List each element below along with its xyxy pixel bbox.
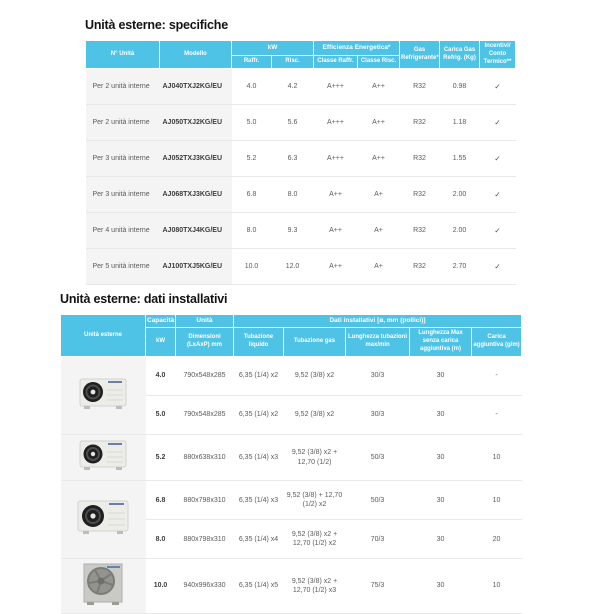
cell-classe-raffr: A++ (314, 177, 358, 213)
col-header-kw-risc: Risc. (272, 55, 314, 69)
outdoor-unit-medium-image (75, 437, 131, 475)
table-row (86, 105, 516, 141)
cell-gas: R32 (400, 249, 440, 285)
cell-kw-raffr: 6.8 (232, 177, 272, 213)
outdoor-unit-photo-cell (61, 481, 146, 559)
cell-dimensioni: 880x638x310 (176, 434, 234, 480)
outdoor-unit-photo-cell (61, 434, 146, 480)
outdoor-unit-photo-cell (61, 356, 146, 434)
outdoor-unit-photo-cell (61, 559, 146, 613)
check-icon: ✓ (480, 213, 516, 249)
cell-classe-risc: A+ (358, 249, 400, 285)
table-specifiche (85, 40, 516, 285)
carica-label-line2: Refrig. (Kg) (443, 54, 476, 61)
cell-tubazione-liquido: 6,35 (1/4) x2 (234, 395, 284, 434)
table-row (61, 434, 522, 480)
cell-carica: 1.55 (440, 141, 480, 177)
cell-kw-risc: 12.0 (272, 249, 314, 285)
table-row (61, 559, 522, 613)
cell-tubazione-liquido: 6,35 (1/4) x3 (234, 434, 284, 480)
col-header-classe-raffr: Classe Raffr. (314, 55, 358, 69)
cell-tubazione-liquido: 6,35 (1/4) x5 (234, 559, 284, 613)
cell-modello: AJ100TXJ5KG/EU (160, 249, 232, 285)
cell-carica: 2.00 (440, 213, 480, 249)
col-header-dimensioni: Dimensioni (LxAxP) mm (176, 328, 234, 356)
col-group-unita: Unità (176, 315, 234, 328)
cell-n-unita: Per 2 unità interne (86, 105, 160, 141)
cell-lunghezza-max: 30 (410, 481, 472, 520)
cell-lunghezza: 50/3 (346, 434, 410, 480)
cell-carica-aggiuntiva: - (472, 395, 522, 434)
cell-classe-raffr: A++ (314, 249, 358, 285)
col-header-classe-risc: Classe Risc. (358, 55, 400, 69)
carica-label-line1: Carica Gas (443, 46, 476, 53)
col-header-lunghezza-tubazioni: Lunghezza tubazioni max/min (346, 328, 410, 356)
cell-n-unita: Per 3 unità interne (86, 141, 160, 177)
cell-modello: AJ068TXJ3KG/EU (160, 177, 232, 213)
check-icon: ✓ (480, 249, 516, 285)
table-row (86, 177, 516, 213)
cell-kw-raffr: 10.0 (232, 249, 272, 285)
cell-dimensioni: 940x996x330 (176, 559, 234, 613)
col-group-capacita: Capacità (146, 315, 176, 328)
col-header-incentivi (480, 41, 516, 69)
cell-dimensioni: 790x548x285 (176, 395, 234, 434)
cell-lunghezza-max: 30 (410, 520, 472, 559)
cell-capacita: 8.0 (146, 520, 176, 559)
cell-kw-risc: 8.0 (272, 177, 314, 213)
cell-gas: R32 (400, 177, 440, 213)
table-row (86, 141, 516, 177)
cell-classe-risc: A++ (358, 69, 400, 105)
cell-classe-raffr: A+++ (314, 105, 358, 141)
cell-carica-aggiuntiva: 10 (472, 481, 522, 520)
cell-kw-raffr: 4.0 (232, 69, 272, 105)
col-group-efficienza: Efficienza Energetica* (314, 41, 400, 56)
cell-n-unita: Per 4 unità interne (86, 213, 160, 249)
cell-n-unita: Per 3 unità interne (86, 177, 160, 213)
check-icon: ✓ (480, 69, 516, 105)
table2-title: Unità esterne: dati installativi (60, 292, 228, 306)
cell-tubazione-gas: 9,52 (3/8) x2 (284, 356, 346, 395)
cell-gas: R32 (400, 105, 440, 141)
cell-classe-risc: A++ (358, 105, 400, 141)
cell-kw-raffr: 8.0 (232, 213, 272, 249)
cell-carica: 2.70 (440, 249, 480, 285)
cell-modello: AJ052TXJ3KG/EU (160, 141, 232, 177)
col-header-n-unita: N° Unità (86, 41, 160, 69)
cell-lunghezza-max: 30 (410, 395, 472, 434)
cell-carica: 2.00 (440, 177, 480, 213)
check-icon: ✓ (480, 177, 516, 213)
col-group-kw: kW (232, 41, 314, 56)
cell-tubazione-liquido: 6,35 (1/4) x3 (234, 481, 284, 520)
cell-n-unita: Per 2 unità interne (86, 69, 160, 105)
table1-title: Unità esterne: specifiche (85, 18, 228, 32)
cell-capacita: 5.2 (146, 434, 176, 480)
col-header-modello: Modello (160, 41, 232, 69)
cell-capacita: 10.0 (146, 559, 176, 613)
incentivi-label-line2: Conto Termico** (483, 50, 512, 65)
cell-carica-aggiuntiva: 10 (472, 559, 522, 613)
gas-label-line2: Refrigerante* (401, 54, 439, 61)
cell-tubazione-gas: 9,52 (3/8) x2 (284, 395, 346, 434)
cell-lunghezza-max: 30 (410, 559, 472, 613)
col-header-carica-gas (440, 41, 480, 69)
cell-carica: 0.98 (440, 69, 480, 105)
outdoor-unit-large-image (77, 561, 129, 607)
check-icon: ✓ (480, 105, 516, 141)
table-row (61, 481, 522, 520)
table-dati-installativi (60, 314, 522, 614)
cell-n-unita: Per 5 unità interne (86, 249, 160, 285)
cell-capacita: 6.8 (146, 481, 176, 520)
cell-lunghezza-max: 30 (410, 434, 472, 480)
col-header-lunghezza-max: Lunghezza Max senza carica aggiuntiva (m) (410, 328, 472, 356)
cell-carica-aggiuntiva: - (472, 356, 522, 395)
col-header-tubazione-liquido: Tubazione liquido (234, 328, 284, 356)
col-header-carica-aggiuntiva: Carica aggiuntiva (g/m) (472, 328, 522, 356)
cell-kw-risc: 4.2 (272, 69, 314, 105)
outdoor-unit-small-image (75, 374, 131, 414)
table-row (86, 69, 516, 105)
cell-capacita: 4.0 (146, 356, 176, 395)
cell-lunghezza: 30/3 (346, 356, 410, 395)
cell-modello: AJ040TXJ2KG/EU (160, 69, 232, 105)
cell-lunghezza-max: 30 (410, 356, 472, 395)
cell-capacita: 5.0 (146, 395, 176, 434)
cell-lunghezza: 70/3 (346, 520, 410, 559)
cell-gas: R32 (400, 69, 440, 105)
col-header-kw: kW (146, 328, 176, 356)
cell-classe-risc: A+ (358, 177, 400, 213)
cell-lunghezza: 75/3 (346, 559, 410, 613)
cell-gas: R32 (400, 213, 440, 249)
cell-carica: 1.18 (440, 105, 480, 141)
cell-tubazione-liquido: 6,35 (1/4) x4 (234, 520, 284, 559)
cell-dimensioni: 790x548x285 (176, 356, 234, 395)
table-row (86, 249, 516, 285)
table-row (61, 356, 522, 395)
outdoor-unit-medium-image (73, 496, 133, 540)
cell-tubazione-liquido: 6,35 (1/4) x2 (234, 356, 284, 395)
cell-gas: R32 (400, 141, 440, 177)
cell-kw-risc: 9.3 (272, 213, 314, 249)
cell-classe-raffr: A+++ (314, 69, 358, 105)
col-header-kw-raffr: Raffr. (232, 55, 272, 69)
col-header-tubazione-gas: Tubazione gas (284, 328, 346, 356)
cell-carica-aggiuntiva: 20 (472, 520, 522, 559)
cell-dimensioni: 880x798x310 (176, 481, 234, 520)
cell-tubazione-gas: 9,52 (3/8) x2 + 12,70 (1/2) x3 (284, 559, 346, 613)
section-specifiche (85, 18, 515, 285)
incentivi-label-line1: Incentivi/ (484, 43, 511, 49)
cell-kw-risc: 5.6 (272, 105, 314, 141)
cell-classe-risc: A++ (358, 141, 400, 177)
cell-modello: AJ080TXJ4KG/EU (160, 213, 232, 249)
cell-classe-raffr: A+++ (314, 141, 358, 177)
cell-dimensioni: 880x798x310 (176, 520, 234, 559)
check-icon: ✓ (480, 141, 516, 177)
cell-lunghezza: 50/3 (346, 481, 410, 520)
cell-tubazione-gas: 9,52 (3/8) + 12,70 (1/2) x2 (284, 481, 346, 520)
gas-label-line1: Gas (413, 46, 426, 53)
cell-carica-aggiuntiva: 10 (472, 434, 522, 480)
table-row (86, 213, 516, 249)
section-dati-installativi (60, 292, 521, 614)
cell-tubazione-gas: 9,52 (3/8) x2 + 12,70 (1/2) (284, 434, 346, 480)
col-header-unita-esterne: Unità esterne (61, 315, 146, 357)
cell-kw-risc: 6.3 (272, 141, 314, 177)
cell-tubazione-gas: 9,52 (3/8) x2 + 12,70 (1/2) x2 (284, 520, 346, 559)
cell-modello: AJ050TXJ2KG/EU (160, 105, 232, 141)
cell-kw-raffr: 5.2 (232, 141, 272, 177)
col-group-dati-installativi: Dati installativi [ø, mm (pollici)] (234, 315, 522, 328)
cell-kw-raffr: 5.0 (232, 105, 272, 141)
cell-classe-risc: A+ (358, 213, 400, 249)
cell-lunghezza: 30/3 (346, 395, 410, 434)
cell-classe-raffr: A++ (314, 213, 358, 249)
col-header-gas (400, 41, 440, 69)
